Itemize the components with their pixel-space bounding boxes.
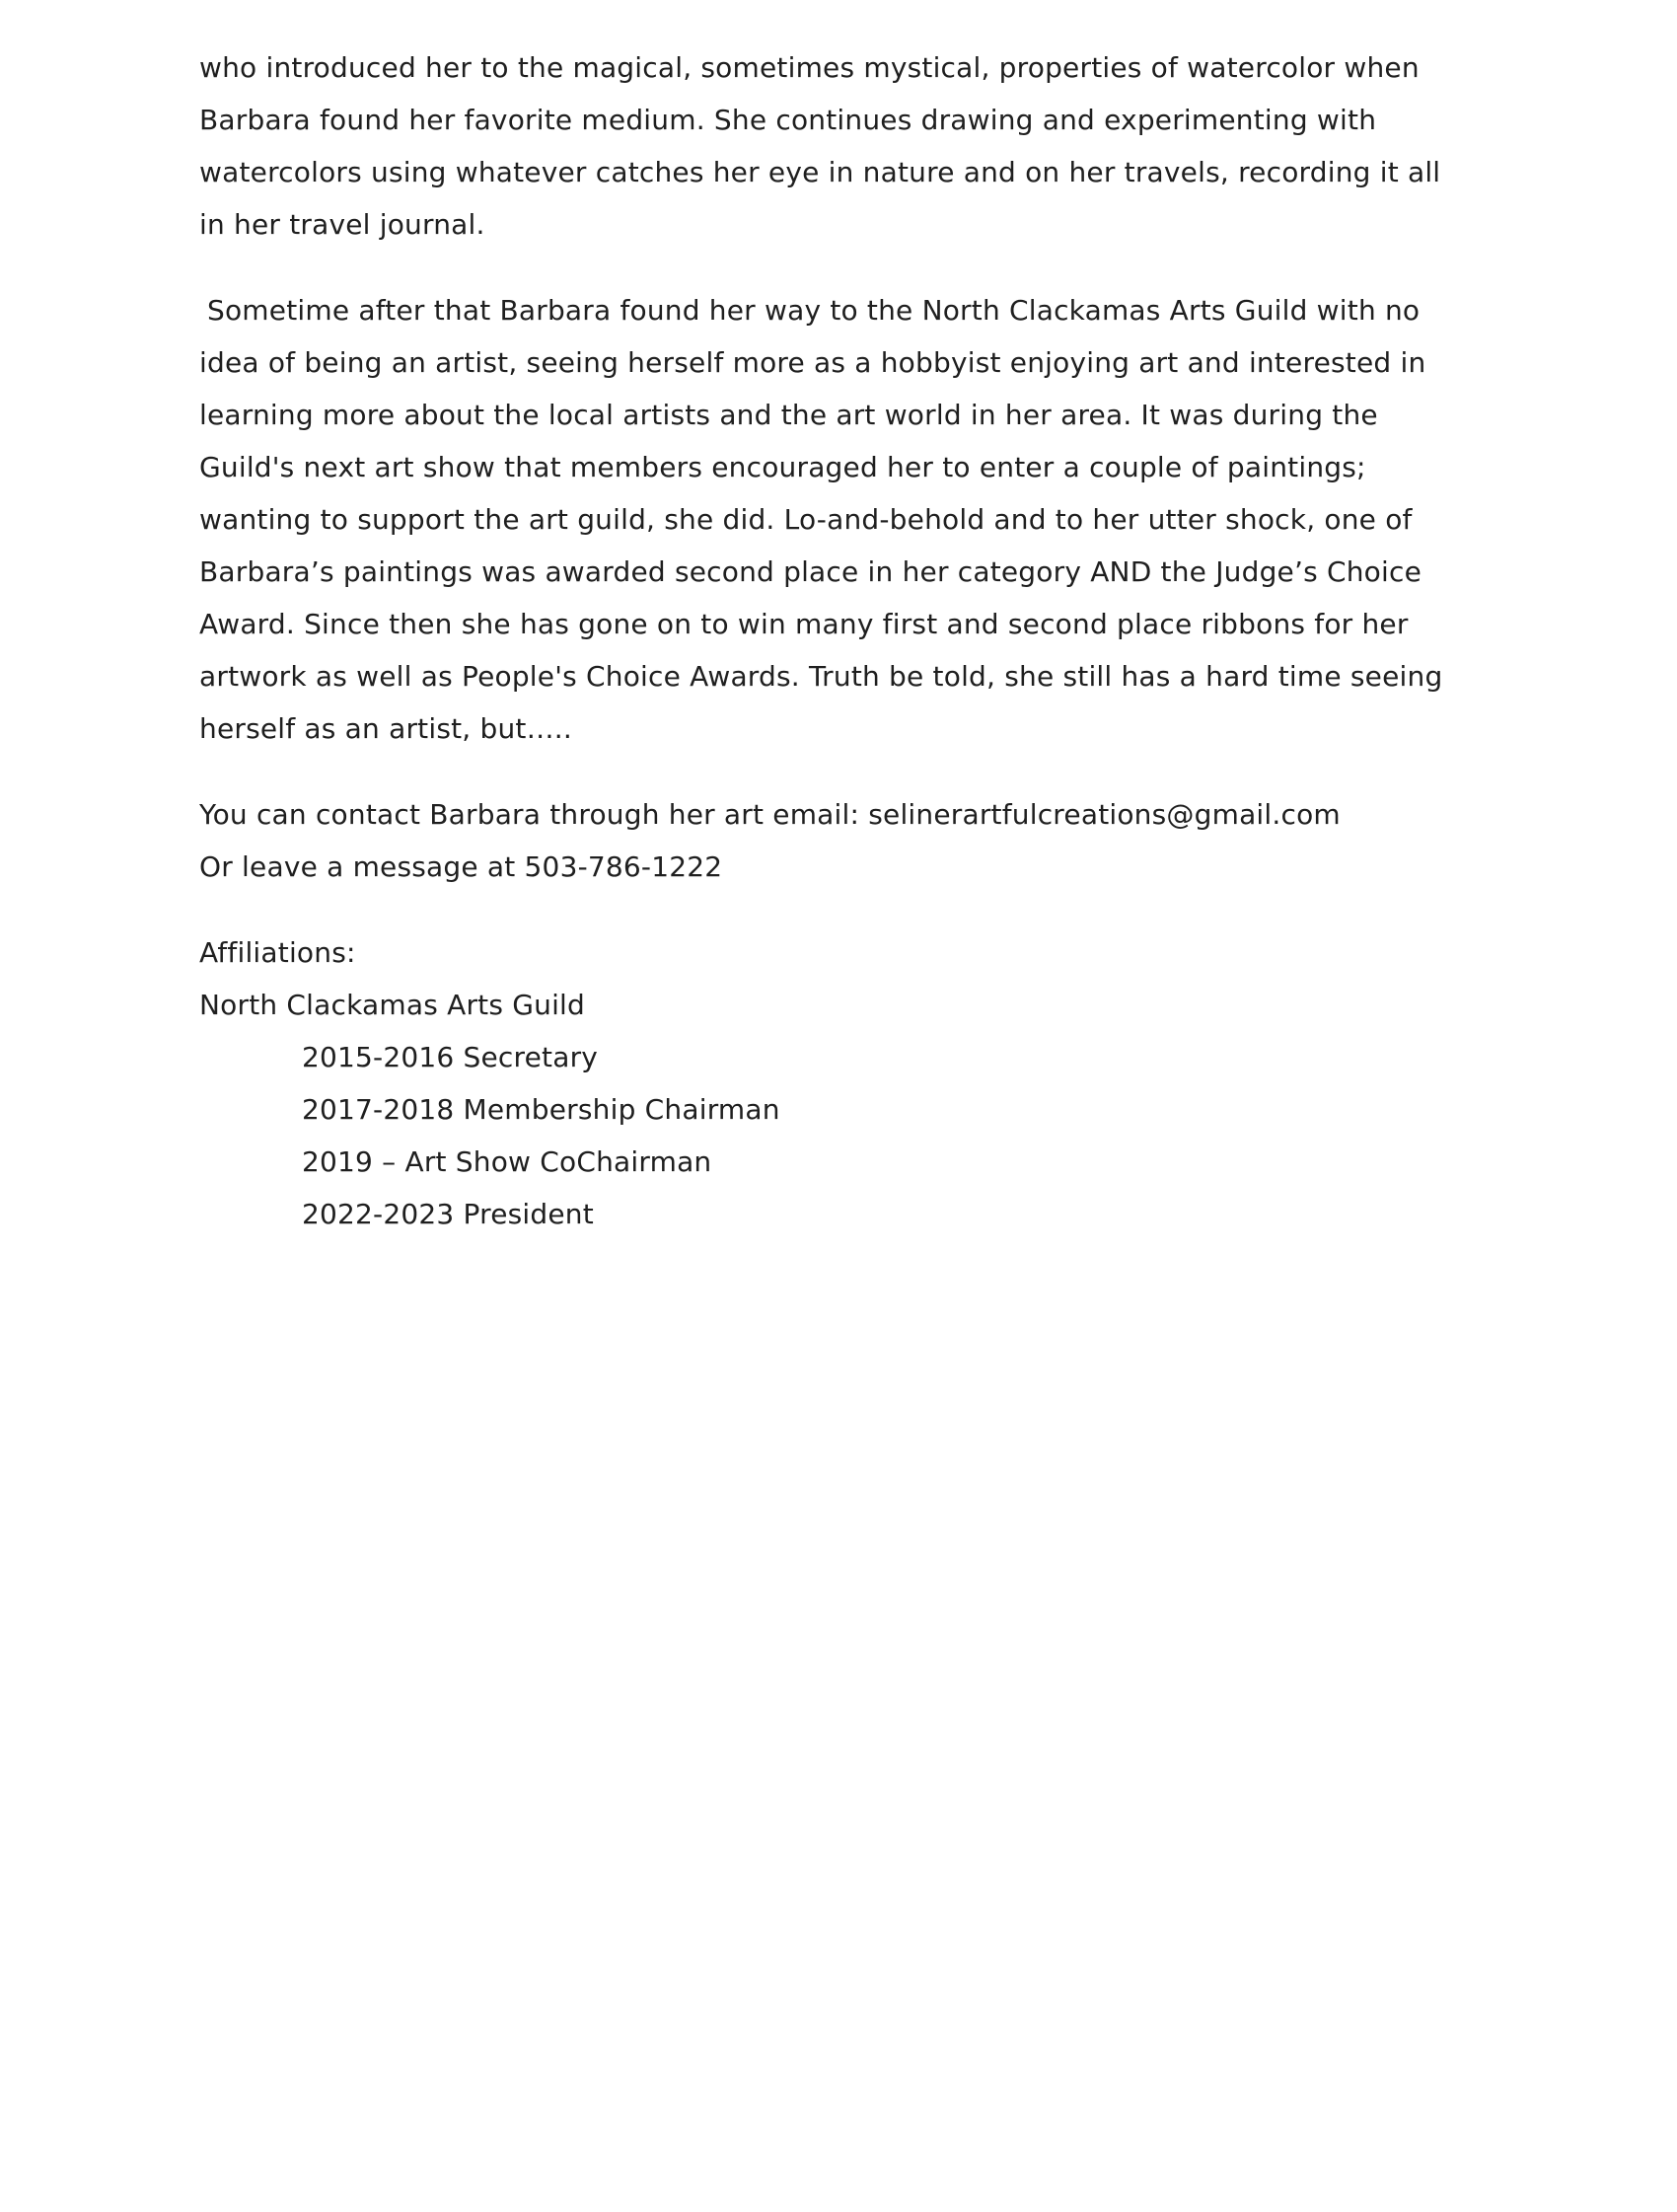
document-page <box>199 41 1472 1240</box>
affiliation-role: 2017-2018 Membership Chairman <box>302 1093 780 1126</box>
affiliation-role: 2015-2016 Secretary <box>302 1041 599 1073</box>
affiliations-heading: Affiliations: <box>199 936 356 969</box>
contact-paragraph <box>199 788 1472 893</box>
affiliation-role: 2022-2023 President <box>302 1198 594 1230</box>
affiliations-role-list <box>302 1031 1472 1240</box>
contact-email-line: You can contact Barbara through her art email: selinerartfulcreations@gmail.com <box>199 798 1341 831</box>
affiliation-role: 2019 – Art Show CoChairman <box>302 1145 712 1178</box>
contact-phone-line: Or leave a message at 503-786-1222 <box>199 850 723 883</box>
affiliations-section <box>199 926 1472 1240</box>
bio-paragraph-arts-guild: Sometime after that Barbara found her way to the North Clackamas Arts Guild with no idea of being an artist, seeing herself more as a hobbyist enjoying art and interested in learning more about the local artists and the art world in her area. It was during the Guild's next art show that members encouraged her to enter a couple of paintings; wanting to support the art guild, she did. Lo-and-behold and to her utter shock, one of Barbara’s paintings was awarded second place in her category AND the Judge’s Choice Award. Since then she has gone on to win many first and second place ribbons for her artwork as well as People's Choice Awards. Truth be told, she still has a hard time seeing herself as an artist, but….. <box>199 294 1443 745</box>
affiliations-organization: North Clackamas Arts Guild <box>199 989 586 1021</box>
bio-paragraph-watercolor: who introduced her to the magical, sometimes mystical, properties of watercolor when Barbara found her favorite medium. She continues drawing and experimenting with watercolors using whatever catches her eye in nature and on her travels, recording it all in her travel journal. <box>199 51 1441 241</box>
